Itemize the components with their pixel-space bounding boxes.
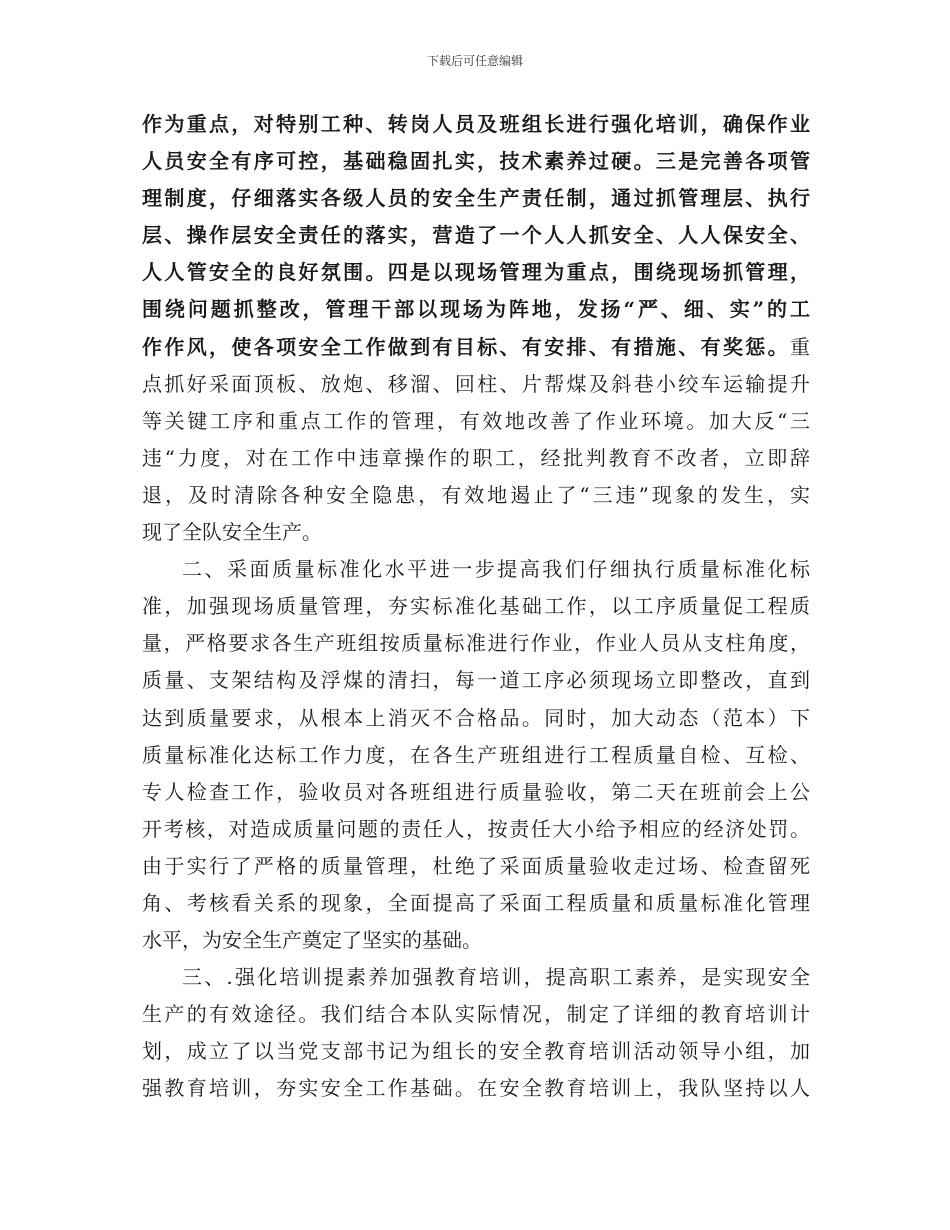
text-line: 理制度，仔细落实各级人员的安全生产责任制，通过抓管理层、执行 bbox=[142, 186, 810, 211]
text-line: 人员安全有序可控，基础稳固扎实，技术素养过硬。三是完善各项管 bbox=[142, 149, 810, 174]
text-line: 由于实行了严格的质量管理，杜绝了采面质量验收走过场、检查留死 bbox=[142, 853, 810, 878]
paragraph-1 bbox=[142, 106, 810, 551]
bold-text-segment: 作作风，使各项安全工作做到有目标、有安排、有措施、有奖惩。 bbox=[142, 334, 790, 359]
text-line: 开考核，对造成质量问题的责任人，按责任大小给予相应的经济处罚。 bbox=[142, 816, 810, 841]
text-line: 质量、支架结构及浮煤的清扫，每一道工序必须现场立即整改，直到 bbox=[142, 668, 810, 693]
text-line: 三、.强化培训提素养加强教育培训，提高职工素养，是实现安全 bbox=[182, 965, 810, 990]
text-line: 划，成立了以当党支部书记为组长的安全教育培训活动领导小组，加 bbox=[142, 1039, 810, 1064]
normal-text-segment: 重 bbox=[790, 334, 810, 359]
text-line: 二、采面质量标准化水平进一步提高我们仔细执行质量标准化标 bbox=[182, 557, 810, 582]
text-line: 专人检查工作，验收员对各班组进行质量验收，第二天在班前会上公 bbox=[142, 779, 810, 804]
paragraph-3 bbox=[142, 959, 810, 1107]
text-line: 生产的有效途径。我们结合本队实际情况，制定了详细的教育培训计 bbox=[142, 1002, 810, 1027]
text-line: 角、考核看关系的现象，全面提高了采面工程质量和质量标准化管理 bbox=[142, 890, 810, 915]
text-line: 准，加强现场质量管理，夯实标准化基础工作，以工序质量促工程质 bbox=[142, 594, 810, 619]
text-line: 退，及时清除各种安全隐患，有效地遏止了“三违”现象的发生，实 bbox=[142, 482, 810, 507]
text-line: 水平，为安全生产奠定了坚实的基础。 bbox=[142, 928, 482, 953]
text-line: 人人管安全的良好氛围。四是以现场管理为重点，围绕现场抓管理， bbox=[142, 260, 810, 285]
text-line: 达到质量要求，从根本上消灭不合格品。同时，加大动态（范本）下 bbox=[142, 705, 810, 730]
text-line: 围绕问题抓整改，管理干部以现场为阵地，发扬“严、细、实”的工 bbox=[142, 297, 810, 322]
text-line: 层、操作层安全责任的落实，营造了一个人人抓安全、人人保安全、 bbox=[142, 223, 810, 248]
text-line: 质量标准化达标工作力度，在各生产班组进行工程质量自检、互检、 bbox=[142, 742, 810, 767]
text-line-mixed bbox=[142, 329, 810, 366]
text-line: 强教育培训，夯实安全工作基础。在安全教育培训上，我队坚持以人 bbox=[142, 1076, 810, 1101]
text-line: 等关键工序和重点工作的管理，有效地改善了作业环境。加大反“三 bbox=[142, 408, 810, 433]
paragraph-2 bbox=[142, 551, 810, 959]
text-line: 作为重点，对特别工种、转岗人员及班组长进行强化培训，确保作业 bbox=[142, 112, 810, 136]
text-line: 量，严格要求各生产班组按质量标准进行作业，作业人员从支柱角度， bbox=[142, 631, 810, 656]
document-body bbox=[142, 106, 810, 1108]
text-line: 点抓好采面顶板、放炮、移溜、回柱、片帮煤及斜巷小绞车运输提升 bbox=[142, 371, 810, 396]
text-line: 违“力度，对在工作中违章操作的职工，经批判教育不改者，立即辞 bbox=[142, 445, 810, 470]
text-line: 现了全队安全生产。 bbox=[142, 520, 322, 545]
page-header: 下载后可任意编辑 bbox=[426, 54, 523, 68]
